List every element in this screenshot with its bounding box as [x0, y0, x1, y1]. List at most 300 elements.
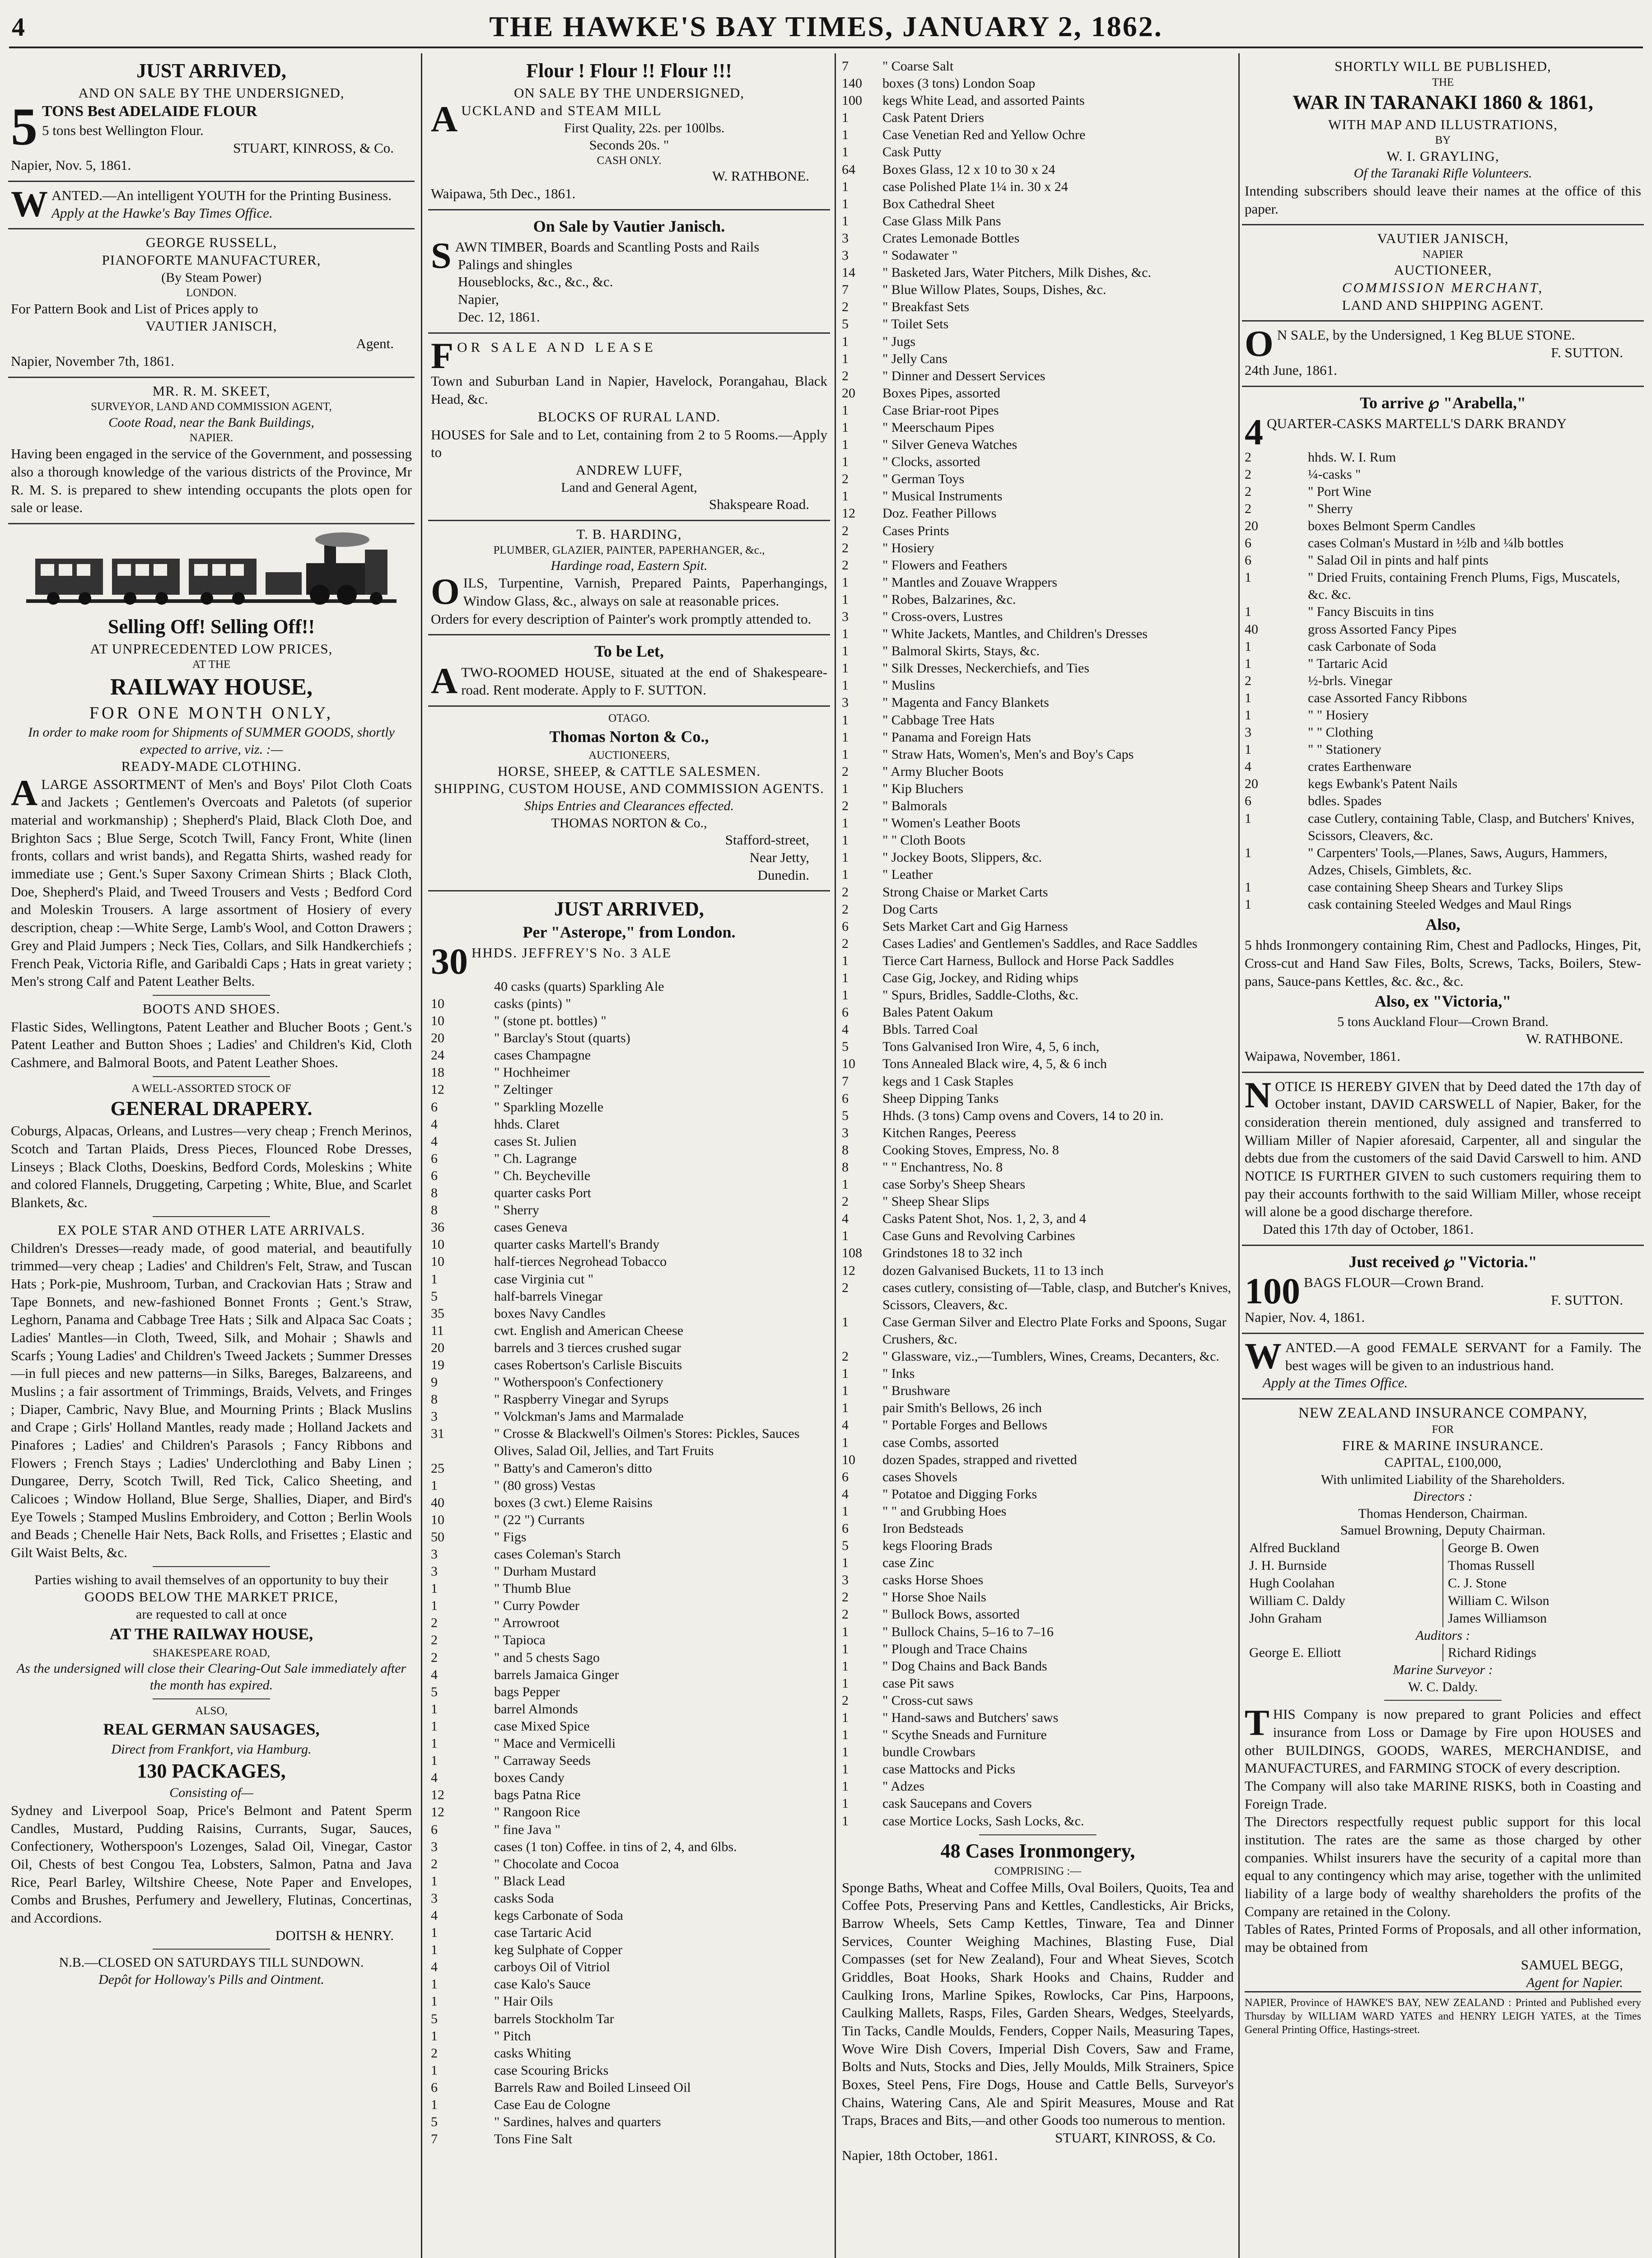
item-description: " Meerschaum Pipes [882, 420, 994, 435]
list-item [842, 763, 1234, 780]
column-1 [8, 53, 415, 2258]
ad-signer: F. SUTTON. [1551, 345, 1623, 361]
item-description: cases (1 ton) Coffee. in tins of 2, 4, and 6lbs. [494, 1839, 737, 1854]
masthead [9, 8, 1643, 48]
auditors-table [1245, 1644, 1641, 1661]
list-item [842, 1624, 1234, 1641]
item-description: cwt. English and American Cheese [494, 1323, 684, 1338]
ad-signer: SAMUEL BEGG, [1521, 1956, 1623, 1973]
ad-line: are requested to call at once [136, 1606, 287, 1622]
item-quantity: 10 [842, 1056, 855, 1072]
item-quantity: 2 [1245, 467, 1251, 482]
item-quantity: 1 [842, 574, 849, 590]
item-quantity: 20 [842, 385, 855, 401]
list-item [842, 780, 1234, 798]
ad-text: TWO-ROOMED HOUSE, situated at the end of Shakespeare-road. Rent moderate. Apply to F. SUTTON. [461, 664, 827, 698]
list-item [842, 918, 1234, 935]
item-description: " Flowers and Feathers [882, 557, 1008, 573]
item-quantity: 1 [842, 626, 849, 642]
ad-line: Palings and shingles [458, 256, 573, 272]
list-item [431, 2131, 827, 2148]
list-item [431, 1133, 827, 1150]
section-heading: Directors : [1413, 1489, 1473, 1504]
item-description: " Dog Chains and Back Bands [882, 1658, 1047, 1674]
item-description: carboys Oil of Vitriol [494, 1959, 610, 1975]
item-quantity: 24 [431, 1048, 444, 1063]
section-heading: Also, [1425, 915, 1461, 934]
ad-line: THE [1432, 76, 1454, 89]
item-description: case Assorted Fancy Ribbons [1308, 690, 1467, 705]
list-item [431, 1288, 827, 1305]
section-heading: EX POLE STAR AND OTHER LATE ARRIVALS. [57, 1222, 365, 1238]
item-quantity: 14 [842, 265, 855, 280]
list-item [842, 694, 1234, 711]
ad-skeet-surveyor [8, 378, 415, 524]
ad-heading: JUST ARRIVED, [136, 60, 286, 82]
list-item [842, 1726, 1234, 1744]
item-quantity: 6 [842, 1005, 849, 1020]
column-rule [421, 53, 422, 2258]
item-quantity: 1 [842, 781, 849, 796]
drop-capital: O [431, 571, 460, 612]
item-quantity: 4 [1245, 759, 1251, 774]
item-description: " Mantles and Zouave Wrappers [882, 574, 1058, 590]
list-item [842, 1159, 1234, 1176]
item-quantity: 6 [1245, 553, 1251, 568]
ad-title: SURVEYOR, LAND AND COMMISSION AGENT, [91, 401, 332, 413]
item-quantity: 1 [431, 1977, 438, 1992]
ad-heading: To be Let, [594, 642, 664, 661]
list-item [842, 1520, 1234, 1537]
ad-date: 24th June, 1861. [1245, 362, 1337, 378]
list-item [842, 1021, 1234, 1038]
item-quantity: 6 [1245, 536, 1251, 551]
item-quantity: 20 [431, 1031, 444, 1046]
ad-line: Parties wishing to avail themselves of an opportunity to buy their [34, 1572, 388, 1587]
item-quantity: 10 [431, 996, 444, 1012]
list-item [431, 1460, 827, 1477]
item-quantity: 2 [1245, 501, 1251, 516]
ad-text: ANTED.—A good FEMALE SERVANT for a Family. The best wages will be given to an industrious hand. [1285, 1339, 1641, 1373]
item-description: " Salad Oil in pints and half pints [1308, 553, 1489, 568]
item-description: " " Hosiery [1308, 708, 1369, 723]
ad-war-in-taranaki [1242, 53, 1644, 225]
item-quantity: 1 [842, 816, 849, 831]
list-item [842, 625, 1234, 643]
item-description: Hhds. (3 tons) Camp ovens and Covers, 14 to 20 in. [882, 1108, 1164, 1123]
list-item [431, 1529, 827, 1546]
list-item [431, 1546, 827, 1563]
list-item [842, 540, 1234, 557]
item-description: " Balmorals [882, 798, 947, 814]
item-quantity [431, 978, 494, 995]
list-item [431, 1167, 827, 1185]
list-item [842, 1038, 1234, 1055]
ad-line: Consisting of— [169, 1785, 253, 1801]
ad-first-line: HHDS. JEFFREY'S No. 3 ALE [471, 945, 672, 961]
item-description: case Zinc [882, 1555, 934, 1571]
list-item [1245, 672, 1641, 690]
item-description: gross Assorted Fancy Pipes [1308, 621, 1457, 637]
ad-address: Near Jetty, [749, 849, 809, 865]
list-item [1245, 741, 1641, 758]
ad-text: The Company will also take MARINE RISKS, both in Coasting and Foreign Trade. [1245, 1778, 1641, 1812]
item-quantity: 2 [842, 557, 849, 573]
divider [153, 1566, 270, 1567]
item-description: Case Venetian Red and Yellow Ochre [882, 127, 1086, 143]
page-number: 4 [12, 12, 25, 42]
ad-place: OTAGO. [608, 712, 650, 724]
ad-text: Town and Suburban Land in Napier, Havelock, Porangahau, Black Head, &c. [431, 373, 827, 407]
ad-line: Of the Taranaki Rifle Volunteers. [1353, 166, 1532, 181]
list-item [1245, 844, 1641, 879]
list-item [842, 1142, 1234, 1159]
page-title: THE HAWKE'S BAY TIMES, JANUARY 2, 1862. [489, 10, 1163, 42]
ad-harding-plumber [428, 521, 830, 636]
item-description: " Sparkling Mozelle [494, 1099, 604, 1115]
item-description: boxes Belmont Sperm Candles [1308, 518, 1475, 533]
list-item [842, 316, 1234, 333]
item-description: barrel Almonds [494, 1701, 578, 1717]
item-description: " Musical Instruments [882, 489, 1003, 504]
drop-capital: A [11, 772, 38, 813]
item-quantity: 1 [431, 1994, 438, 2009]
item-description: Case Guns and Revolving Carbines [882, 1228, 1075, 1244]
list-item [842, 729, 1234, 746]
drop-capital: W [11, 183, 48, 225]
list-item [842, 1400, 1234, 1417]
list-item [842, 144, 1234, 161]
list-item [842, 1073, 1234, 1090]
item-description: kegs Ewbank's Patent Nails [1308, 776, 1458, 792]
item-description: Dog Carts [882, 901, 938, 917]
column-4 [1242, 53, 1644, 2258]
item-quantity: 6 [842, 1521, 849, 1536]
item-quantity: 1 [431, 2097, 438, 2113]
item-description: " Port Wine [1308, 484, 1372, 499]
ad-line: Ships Entries and Clearances effected. [524, 798, 734, 814]
item-quantity: 8 [842, 1142, 849, 1157]
item-description: Sheep Dipping Tanks [882, 1091, 999, 1106]
item-description: " Army Blucher Boots [882, 764, 1004, 779]
ad-line: SHAKESPEARE ROAD, [153, 1647, 270, 1659]
list-item [842, 574, 1234, 591]
item-quantity: 40 [1245, 621, 1258, 637]
item-quantity: 1 [431, 1701, 438, 1717]
item-description: boxes Navy Candles [494, 1306, 606, 1321]
ad-trade: PLUMBER, GLAZIER, PAINTER, PAPERHANGER, &c., [493, 544, 765, 556]
item-quantity: 2 [842, 523, 849, 538]
column-3 [839, 53, 1237, 2258]
list-item [431, 1219, 827, 1236]
item-quantity: 1 [431, 1718, 438, 1734]
list-item [431, 2079, 827, 2096]
item-quantity: 8 [431, 1185, 438, 1201]
list-item [431, 1597, 827, 1614]
item-quantity: 1 [431, 2028, 438, 2043]
ad-line: With unlimited Liability of the Shareholders. [1321, 1472, 1565, 1487]
list-item [1245, 690, 1641, 707]
item-quantity: 5 [842, 1538, 849, 1554]
item-quantity: 1 [842, 712, 849, 728]
item-quantity: 7 [431, 2132, 438, 2147]
list-item [431, 2096, 827, 2113]
item-quantity: 1 [842, 454, 849, 470]
item-quantity: 1 [1245, 604, 1251, 620]
item-quantity: 1 [842, 1555, 849, 1571]
item-quantity: 3 [842, 1572, 849, 1588]
item-quantity: 6 [431, 1151, 438, 1166]
director-name: Thomas Russell [1448, 1558, 1535, 1573]
item-quantity: 1 [842, 729, 849, 745]
ad-agent-title: Agent. [356, 336, 394, 352]
item-description: " Inks [882, 1366, 915, 1381]
ad-heading: NEW ZEALAND INSURANCE COMPANY, [1298, 1405, 1587, 1422]
list-item [842, 213, 1234, 230]
list-item [842, 281, 1234, 299]
item-quantity: 4 [431, 1116, 438, 1132]
list-item [431, 1976, 827, 1993]
ad-subheading: ON SALE BY THE UNDERSIGNED, [513, 84, 745, 101]
list-item [842, 419, 1234, 436]
list-item [431, 995, 827, 1012]
ad-heading: WAR IN TARANAKI 1860 & 1861, [1293, 91, 1593, 113]
ad-title: Land and General Agent, [561, 480, 697, 495]
list-item [842, 523, 1234, 540]
list-item [431, 1030, 827, 1047]
ad-line: Direct from Frankfort, via Hamburg. [111, 1742, 312, 1757]
item-quantity: 1 [842, 678, 849, 693]
list-item [1245, 879, 1641, 896]
item-description: casks Soda [494, 1890, 554, 1906]
list-item [431, 978, 827, 995]
list-item [431, 1614, 827, 1632]
item-description: boxes (3 cwt.) Eleme Raisins [494, 1495, 653, 1510]
list-item [842, 299, 1234, 316]
ad-line: Depôt for Holloway's Pills and Ointment. [98, 1972, 324, 1987]
item-quantity: 1 [842, 746, 849, 762]
item-quantity: 1 [842, 1727, 849, 1743]
ad-line: First Quality, 22s. per 100lbs. [564, 121, 725, 136]
item-description: " Durham Mustard [494, 1564, 596, 1579]
item-description: " Plough and Trace Chains [882, 1641, 1027, 1656]
item-quantity: 5 [431, 1684, 438, 1699]
ad-heading: Thomas Norton & Co., [549, 728, 709, 746]
list-item [842, 970, 1234, 987]
item-description: barrels Jamaica Ginger [494, 1667, 619, 1682]
item-description: kegs White Lead, and assorted Paints [882, 93, 1085, 108]
ad-line: Houseblocks, &c., &c., &c. [458, 274, 613, 290]
item-description: quarter casks Port [494, 1185, 591, 1201]
item-description: " Balmoral Skirts, Stays, &c. [882, 644, 1040, 659]
ad-heading: JUST ARRIVED, [554, 898, 704, 920]
list-item [842, 1434, 1234, 1451]
item-quantity: 10 [431, 1237, 444, 1252]
item-description: " (80 gross) Vestas [494, 1478, 596, 1493]
item-description: case Cutlery, containing Table, Clasp, and Butchers' Knives, Scissors, Cleavers, &c. [1308, 811, 1635, 843]
ad-text: HOUSES for Sale and to Let, containing from 2 to 5 Rooms.—Apply to [431, 426, 827, 461]
item-description: " Sheep Shear Slips [882, 1194, 989, 1209]
list-item [431, 1081, 827, 1098]
list-item [431, 2045, 827, 2062]
item-description: " Kip Bluchers [882, 781, 963, 796]
item-description: " Brushware [882, 1383, 950, 1399]
list-item [1245, 638, 1641, 655]
list-item [842, 92, 1234, 109]
ad-text: N SALE, by the Undersigned, 1 Keg BLUE STONE. [1277, 327, 1575, 343]
director-name: George B. Owen [1448, 1540, 1539, 1555]
item-quantity: 1 [842, 1658, 849, 1674]
ad-role: COMMISSION MERCHANT, [1342, 279, 1544, 295]
ad-sawn-timber [428, 210, 830, 334]
item-quantity: 2 [842, 1194, 849, 1209]
item-description: hhds. Claret [494, 1116, 560, 1132]
item-description: " Crosse & Blackwell's Oilmen's Stores: Pickles, Sauces Olives, Salad Oil, Jellies, and Tart Fruits [494, 1426, 800, 1459]
item-description: " Wotherspoon's Confectionery [494, 1375, 663, 1390]
ad-text: Intending subscribers should leave their names at the office of this paper. [1245, 182, 1641, 217]
list-item [842, 1279, 1234, 1314]
list-item [842, 350, 1234, 368]
ad-text: OTICE IS HEREBY GIVEN that by Deed dated the 17th day of October instant, DAVID CARSWELL of Napier, Baker, for the consideration therein mentioned, duly assigned and transferred to William Miller of Napier aforesaid, Carpenter, all and singular the debts due from the customers of the said David Carswell to him. AND NOTICE IS FURTHER GIVEN to such customers requiring them to pay their accounts forthwith to the said William Miller, whose receipt will alone be a good discharge therefore. [1245, 1078, 1641, 1220]
item-description: " Clocks, assorted [882, 454, 980, 470]
ad-victoria-flour [1242, 1246, 1644, 1334]
ad-line: FOR [1432, 1423, 1454, 1436]
item-quantity: 4 [842, 1486, 849, 1502]
list-item [431, 1769, 827, 1787]
ad-subheading: Per "Asterope," from London. [523, 923, 736, 941]
item-quantity: 3 [431, 1547, 438, 1562]
section-heading: BOOTS AND SHOES. [142, 1000, 280, 1017]
list-item [842, 1469, 1234, 1486]
list-item [842, 1692, 1234, 1709]
item-quantity: 2 [431, 2045, 438, 2061]
divider [1384, 1700, 1502, 1701]
directors-table [1245, 1539, 1641, 1627]
list-item [431, 1959, 827, 1976]
item-description: Cask Putty [882, 145, 942, 160]
ad-line: CAPITAL, £100,000, [1384, 1455, 1502, 1470]
list-item [431, 1339, 827, 1357]
item-quantity: 4 [431, 1134, 438, 1149]
ad-text: Having been engaged in the service of the Government, and possessing also a thorough knowledge of the various districts of the Province, Mr R. M. S. is prepared to shew intending occupants the plots open for sale or lease. [11, 446, 412, 516]
auditor-name: Richard Ridings [1442, 1644, 1641, 1661]
list-item [431, 1649, 827, 1666]
ad-line: AT THE RAILWAY HOUSE, [109, 1625, 313, 1643]
ad-signer: STUART, KINROSS, & Co. [1055, 2129, 1216, 2146]
drop-capital: W [1245, 1335, 1282, 1376]
item-quantity: 20 [431, 1340, 444, 1355]
item-quantity: 1 [431, 1598, 438, 1614]
item-quantity: 6 [1245, 793, 1251, 809]
item-description: bdles. Spades [1308, 793, 1382, 809]
ad-agent: VAUTIER JANISCH, [145, 318, 277, 334]
list-item [431, 1838, 827, 1856]
item-description: Cases Ladies' and Gentlemen's Saddles, and Race Saddles [882, 936, 1198, 951]
item-quantity: 1 [842, 127, 849, 143]
item-description: " Sherry [1308, 501, 1353, 516]
item-description: " Thumb Blue [494, 1581, 571, 1596]
item-description: " Leather [882, 867, 933, 882]
ad-signer: W. RATHBONE. [1526, 1031, 1623, 1047]
item-description: ¼-casks " [1308, 467, 1361, 482]
item-description: " Horse Shoe Nails [882, 1590, 986, 1605]
item-description: barrels Stockholm Tar [494, 2011, 614, 2026]
item-description: Grindstones 18 to 32 inch [882, 1246, 1022, 1261]
section-heading: Also, ex "Victoria," [1374, 992, 1512, 1011]
item-quantity: 1 [842, 196, 849, 211]
list-item [431, 1873, 827, 1890]
item-quantity: 1 [842, 661, 849, 676]
item-quantity: 5 [431, 2011, 438, 2026]
item-quantity: 6 [431, 2080, 438, 2095]
ad-rathbone-flour [428, 53, 830, 210]
item-quantity: 3 [431, 1839, 438, 1854]
item-description: " Fancy Biscuits in tins [1308, 604, 1434, 620]
ad-name: GEORGE RUSSELL, [145, 234, 277, 251]
list-item [431, 1512, 827, 1529]
ad-date: Waipawa, 5th Dec., 1861. [431, 186, 576, 202]
item-description: Cases Prints [882, 523, 949, 538]
item-quantity: 1 [1245, 879, 1251, 895]
item-description: " Silk Dresses, Neckerchiefs, and Ties [882, 661, 1090, 676]
ad-address: Hardinge road, Eastern Spit. [551, 558, 708, 573]
item-quantity: 2 [842, 1590, 849, 1605]
list-item [842, 1641, 1234, 1658]
ad-place: NAPIER [1422, 248, 1464, 261]
ad-signer: THOMAS NORTON & Co., [551, 815, 707, 830]
list-item [842, 1761, 1234, 1778]
list-item [1245, 707, 1641, 724]
item-quantity: 10 [431, 1013, 444, 1029]
list-item [842, 402, 1234, 419]
list-item [431, 1477, 827, 1494]
ad-date: Napier, Nov. 4, 1861. [1245, 1309, 1365, 1325]
item-description: cases Champagne [494, 1048, 591, 1063]
list-item [842, 1537, 1234, 1554]
list-item [431, 1253, 827, 1270]
item-quantity: 1 [842, 420, 849, 435]
item-quantity: 1 [842, 1228, 849, 1244]
list-item [431, 1941, 827, 1959]
item-list [842, 58, 1234, 1830]
ad-place: Napier, [458, 291, 499, 308]
list-item [842, 333, 1234, 350]
item-description: Case Gig, Jockey, and Riding whips [882, 970, 1078, 985]
item-description: " Blue Willow Plates, Soups, Dishes, &c. [882, 282, 1106, 298]
item-quantity: 1 [842, 1641, 849, 1656]
item-quantity: 1 [842, 1400, 849, 1416]
list-item [842, 1709, 1234, 1726]
list-item [842, 1193, 1234, 1210]
item-description: quarter casks Martell's Brandy [494, 1237, 660, 1252]
item-description: case Tartaric Acid [494, 1925, 592, 1941]
list-item [431, 1993, 827, 2010]
item-quantity: 11 [431, 1323, 444, 1338]
ad-line: GOODS BELOW THE MARKET PRICE, [84, 1589, 339, 1605]
item-quantity: 12 [431, 1805, 444, 1820]
list-item [842, 161, 1234, 178]
list-item [842, 866, 1234, 883]
item-description: " Adzes [882, 1779, 925, 1794]
list-item [842, 75, 1234, 92]
item-description: " Toilet Sets [882, 317, 949, 332]
item-quantity: 4 [842, 1022, 849, 1037]
list-item [431, 1684, 827, 1701]
drop-capital: S [431, 234, 452, 276]
item-description: " " Enchantress, No. 8 [882, 1160, 1003, 1175]
ad-reason: In order to make room for Shipments of SUMMER GOODS, shortly expected to arrive, viz. :— [28, 725, 395, 757]
column-2 [428, 53, 830, 2258]
